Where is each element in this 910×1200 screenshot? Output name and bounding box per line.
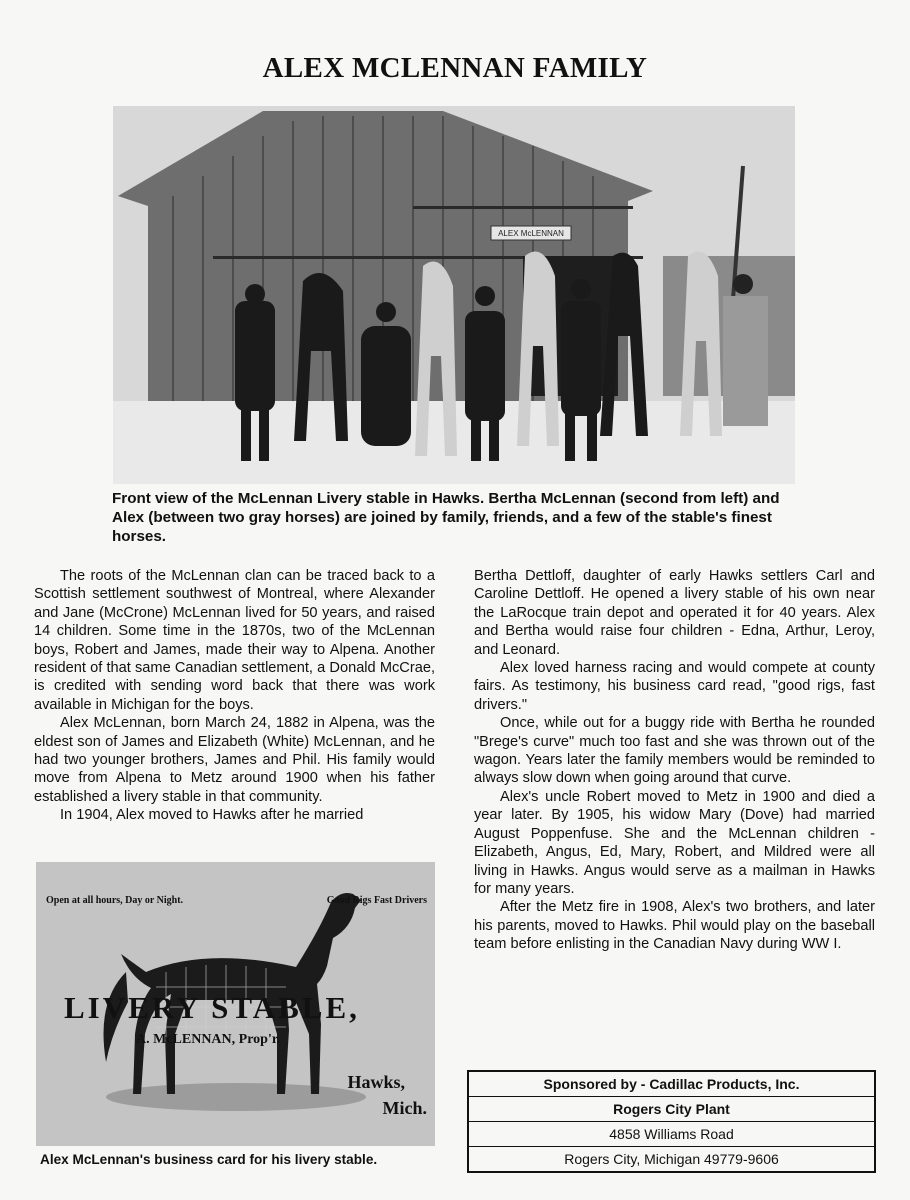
paragraph: Once, while out for a buggy ride with Bertha he rounded "Brege's curve" much too fast and she was thrown out of the wagon. Years later the family members would be reminded to always slow down when going around that curve. <box>474 715 875 787</box>
paragraph: The roots of the McLennan clan can be traced back to a Scottish settlement southwest of Montreal, where Alexander and Jane (McCrone) McLennan lived for 50 years, and raised 14 children. Some time in the 1870s, two of the McLennan boys, Robert and James, made their way to Alpena. Another resident of that same Canadian settlement, a Donald McCrae, is credited with sending word back that there was work available in Michigan for the boys. <box>34 568 435 713</box>
sponsor-line: Rogers City, Michigan 49779-9606 <box>564 1151 779 1167</box>
card-town-text: Hawks, <box>347 1072 405 1092</box>
card-livery-stable-text: LIVERY STABLE, <box>64 990 360 1025</box>
page-title: ALEX MCLENNAN FAMILY <box>262 52 648 84</box>
sponsor-box <box>467 1070 876 1173</box>
business-card-caption: Alex McLennan's business card for his livery stable. <box>40 1152 378 1167</box>
stable-sign: ALEX McLENNAN <box>498 229 564 238</box>
sponsor-line: Sponsored by - Cadillac Products, Inc. <box>469 1072 874 1097</box>
card-hours-text: Open at all hours, Day or Night. <box>46 895 184 906</box>
paragraph: After the Metz fire in 1908, Alex's two brothers, and later his parents, moved to Hawks. Phil would play on the baseball team before enlisting in the Canadian Navy during WW I. <box>474 899 875 953</box>
article-left-column <box>34 567 435 825</box>
card-state-text: Mich. <box>382 1098 427 1118</box>
livery-stable-photo <box>113 106 795 484</box>
photo-caption: Front view of the McLennan Livery stable in Hawks. Bertha McLennan (second from left) and Alex (between two gray horses) are joined by family, friends, and a few of the stable's finest horses. <box>112 490 780 545</box>
paragraph: Alex's uncle Robert moved to Metz in 1900 and died a year later. By 1905, his widow Mary (Dove) had married August Poppenfuse. She and the McLennan children - Elizabeth, Angus, Ed, Mary, Robert, and Mildred were all living in Hawks. Angus would serve as a mailman in Hawks for many years. <box>474 788 875 897</box>
paragraph: Bertha Dettloff, daughter of early Hawks settlers Carl and Caroline Dettloff. He opened a livery stable of his own near the LaRocque train depot and operated it for 40 years. Alex and Bertha would raise four children - Edna, Arthur, Leroy, and Leonard. <box>474 568 875 658</box>
sponsor-line: Rogers City Plant <box>469 1097 874 1122</box>
paragraph: Alex McLennan, born March 24, 1882 in Alpena, was the eldest son of James and Elizabeth (White) McLennan, and he had two younger brothers, James and Phil. His family would move from Alpena to Metz around 1900 when his father established a livery stable in that community. <box>34 715 435 805</box>
paragraph: Alex loved harness racing and would compete at county fairs. As testimony, his business card read, "good rigs, fast drivers." <box>474 660 875 713</box>
sponsor-line: 4858 Williams Road <box>469 1122 874 1147</box>
business-card-image <box>36 862 435 1146</box>
paragraph: In 1904, Alex moved to Hawks after he married <box>60 807 364 824</box>
card-proprietor-text: A. McLENNAN, Prop'r. <box>136 1032 281 1047</box>
article-right-column <box>474 567 875 954</box>
card-slogan-text: Good Rigs Fast Drivers <box>326 895 427 906</box>
